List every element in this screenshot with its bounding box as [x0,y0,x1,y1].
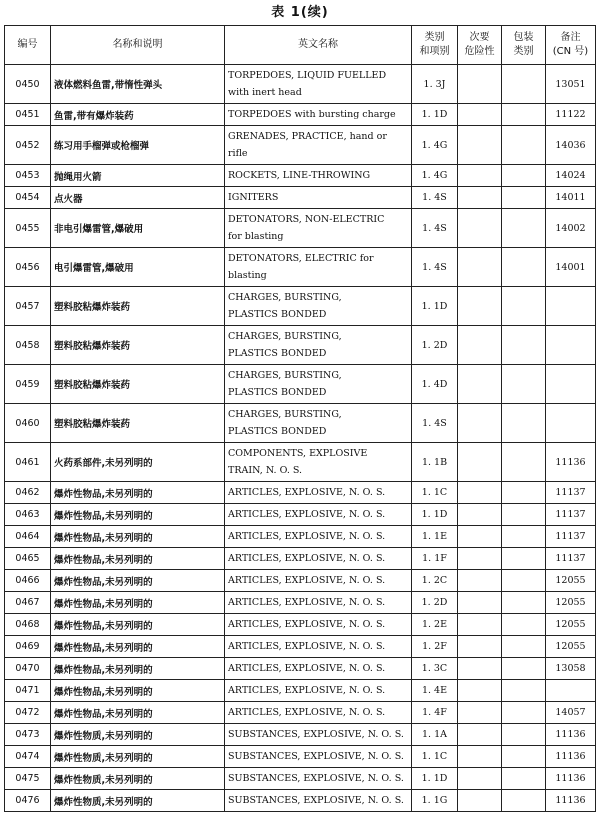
cell-subsidiary-risk [458,248,502,287]
cell-name-en-line: ARTICLES, EXPLOSIVE, N. O. S. [228,641,386,652]
cell-remark: 14011 [546,187,596,209]
cell-name-en-line: GRENADES, PRACTICE, hand or [228,131,387,142]
cell-subsidiary-risk [458,768,502,790]
cell-subsidiary-risk [458,187,502,209]
cell-un-number: 0471 [5,680,51,702]
cell-name-cn: 爆炸性物质,未另列明的 [51,724,225,746]
table-row [5,504,596,526]
cell-name-en-line: with inert head [228,87,302,98]
cell-name-cn: 爆炸性物品,未另列明的 [51,548,225,570]
cell-un-number: 0460 [5,404,51,443]
cell-remark: 12055 [546,592,596,614]
cell-name-en [225,65,412,104]
cell-name-en [225,636,412,658]
cell-name-en-line: DETONATORS, NON-ELECTRIC [228,214,385,225]
cell-name-cn: 爆炸性物质,未另列明的 [51,746,225,768]
cell-un-number: 0476 [5,790,51,812]
table-row [5,592,596,614]
cell-name-en-line: rifle [228,148,248,159]
cell-name-en-line: SUBSTANCES, EXPLOSIVE, N. O. S. [228,773,404,784]
cell-class: 1. 4G [412,165,458,187]
cell-packing-group [502,504,546,526]
cell-class: 1. 4S [412,209,458,248]
cell-remark: 14057 [546,702,596,724]
cell-name-en [225,287,412,326]
cell-remark: 11136 [546,724,596,746]
cell-packing-group [502,636,546,658]
cell-name-en-line: ARTICLES, EXPLOSIVE, N. O. S. [228,531,386,542]
cell-un-number: 0459 [5,365,51,404]
table-row [5,636,596,658]
cell-name-cn: 塑料胶粘爆炸装药 [51,365,225,404]
cell-class: 1. 1C [412,746,458,768]
cell-un-number: 0455 [5,209,51,248]
cell-name-cn: 爆炸性物品,未另列明的 [51,504,225,526]
cell-name-en [225,404,412,443]
table-row [5,570,596,592]
cell-name-en-line: SUBSTANCES, EXPLOSIVE, N. O. S. [228,729,404,740]
cell-class: 1. 1D [412,504,458,526]
cell-un-number: 0472 [5,702,51,724]
table-row [5,443,596,482]
cell-name-cn: 塑料胶粘爆炸装药 [51,287,225,326]
cell-remark [546,404,596,443]
cell-packing-group [502,548,546,570]
cell-class: 1. 4F [412,702,458,724]
cell-name-en-line: blasting [228,270,267,281]
cell-name-en [225,658,412,680]
table-row [5,680,596,702]
header-remark [546,26,596,65]
cell-name-en [225,680,412,702]
table-row [5,326,596,365]
table-row [5,248,596,287]
cell-class: 1. 4S [412,404,458,443]
cell-un-number: 0463 [5,504,51,526]
table-row [5,746,596,768]
table-row [5,702,596,724]
cell-subsidiary-risk [458,680,502,702]
cell-name-en [225,548,412,570]
cell-name-cn: 电引爆雷管,爆破用 [51,248,225,287]
cell-packing-group [502,326,546,365]
cell-name-cn: 火药系部件,未另列明的 [51,443,225,482]
cell-packing-group [502,187,546,209]
cell-subsidiary-risk [458,790,502,812]
table-row [5,404,596,443]
cell-un-number: 0457 [5,287,51,326]
cell-class: 1. 3C [412,658,458,680]
table-row [5,548,596,570]
cell-name-en [225,790,412,812]
table-row [5,104,596,126]
cell-name-cn: 塑料胶粘爆炸装药 [51,404,225,443]
cell-name-en-line: ARTICLES, EXPLOSIVE, N. O. S. [228,487,386,498]
cell-subsidiary-risk [458,504,502,526]
table-row [5,790,596,812]
cell-packing-group [502,104,546,126]
cell-name-cn: 点火器 [51,187,225,209]
cell-name-cn: 爆炸性物品,未另列明的 [51,482,225,504]
cell-name-en [225,724,412,746]
cell-class: 1. 4S [412,248,458,287]
cell-remark: 11136 [546,768,596,790]
cell-packing-group [502,592,546,614]
cell-remark: 11137 [546,548,596,570]
cell-un-number: 0474 [5,746,51,768]
cell-name-en [225,443,412,482]
cell-name-cn: 塑料胶粘爆炸装药 [51,326,225,365]
cell-class: 1. 4S [412,187,458,209]
cell-class: 1. 2D [412,592,458,614]
cell-class: 1. 4E [412,680,458,702]
cell-name-en [225,126,412,165]
cell-name-en [225,326,412,365]
cell-name-en-line: SUBSTANCES, EXPLOSIVE, N. O. S. [228,751,404,762]
cell-un-number: 0458 [5,326,51,365]
cell-packing-group [502,165,546,187]
cell-remark: 14024 [546,165,596,187]
cell-un-number: 0464 [5,526,51,548]
cell-name-en [225,187,412,209]
cell-packing-group [502,365,546,404]
cell-name-cn: 鱼雷,带有爆炸装药 [51,104,225,126]
cell-name-en-line: TRAIN, N. O. S. [228,465,303,476]
cell-name-en-line: CHARGES, BURSTING, [228,370,342,381]
cell-class: 1. 1D [412,768,458,790]
table-row [5,658,596,680]
cell-name-en [225,365,412,404]
table-row [5,365,596,404]
cell-class: 1. 1E [412,526,458,548]
cell-un-number: 0468 [5,614,51,636]
cell-subsidiary-risk [458,209,502,248]
cell-remark: 13058 [546,658,596,680]
cell-name-en-line: ARTICLES, EXPLOSIVE, N. O. S. [228,619,386,630]
cell-remark [546,326,596,365]
cell-packing-group [502,768,546,790]
table-caption: 表 1(续) [271,5,329,20]
cell-un-number: 0456 [5,248,51,287]
table-row [5,768,596,790]
cell-name-en-line: COMPONENTS, EXPLOSIVE [228,448,368,459]
cell-class: 1. 2D [412,326,458,365]
cell-name-en [225,526,412,548]
cell-subsidiary-risk [458,570,502,592]
cell-class: 1. 4G [412,126,458,165]
cell-packing-group [502,248,546,287]
cell-un-number: 0451 [5,104,51,126]
header-class [412,26,458,65]
cell-class: 1. 1A [412,724,458,746]
cell-name-en-line: TORPEDOES, LIQUID FUELLED [228,70,387,81]
cell-name-en-line: CHARGES, BURSTING, [228,409,342,420]
cell-name-en-line: IGNITERS [228,192,279,203]
cell-name-en-line: ARTICLES, EXPLOSIVE, N. O. S. [228,685,386,696]
cell-class: 1. 3J [412,65,458,104]
cell-remark: 14036 [546,126,596,165]
cell-subsidiary-risk [458,702,502,724]
cell-un-number: 0473 [5,724,51,746]
cell-packing-group [502,746,546,768]
cell-packing-group [502,209,546,248]
table-body [5,65,596,812]
cell-subsidiary-risk [458,126,502,165]
table-row [5,187,596,209]
cell-name-en-line: PLASTICS BONDED [228,426,327,437]
table-header-row [5,26,596,65]
cell-un-number: 0454 [5,187,51,209]
cell-name-en-line: ARTICLES, EXPLOSIVE, N. O. S. [228,707,386,718]
header-remark-line2: (CN 号) [552,46,589,57]
cell-un-number: 0465 [5,548,51,570]
cell-class: 1. 1F [412,548,458,570]
cell-subsidiary-risk [458,365,502,404]
header-sub-line2: 危险性 [464,46,495,57]
cell-packing-group [502,702,546,724]
cell-subsidiary-risk [458,614,502,636]
cell-remark: 12055 [546,636,596,658]
cell-name-en-line: PLASTICS BONDED [228,387,327,398]
cell-name-en [225,614,412,636]
cell-name-en-line: SUBSTANCES, EXPLOSIVE, N. O. S. [228,795,404,806]
cell-remark: 11137 [546,504,596,526]
cell-subsidiary-risk [458,326,502,365]
cell-name-en-line: ARTICLES, EXPLOSIVE, N. O. S. [228,663,386,674]
cell-subsidiary-risk [458,724,502,746]
cell-subsidiary-risk [458,443,502,482]
cell-remark: 14002 [546,209,596,248]
table-row [5,65,596,104]
cell-subsidiary-risk [458,482,502,504]
cell-un-number: 0450 [5,65,51,104]
table-row [5,526,596,548]
cell-class: 1. 2C [412,570,458,592]
cell-class: 1. 1D [412,104,458,126]
header-class-line2: 和项别 [419,46,450,57]
cell-un-number: 0475 [5,768,51,790]
cell-class: 1. 2E [412,614,458,636]
cell-subsidiary-risk [458,104,502,126]
cell-packing-group [502,404,546,443]
cell-packing-group [502,526,546,548]
cell-packing-group [502,65,546,104]
header-subsidiary-risk [458,26,502,65]
cell-remark: 12055 [546,614,596,636]
cell-subsidiary-risk [458,592,502,614]
cell-subsidiary-risk [458,65,502,104]
cell-name-cn: 爆炸性物品,未另列明的 [51,658,225,680]
cell-packing-group [502,570,546,592]
cell-remark [546,365,596,404]
table-row [5,165,596,187]
cell-name-en [225,702,412,724]
cell-packing-group [502,443,546,482]
header-packing-group [502,26,546,65]
cell-remark: 11136 [546,746,596,768]
header-sub-line1: 次要 [469,32,490,43]
cell-un-number: 0466 [5,570,51,592]
cell-name-en [225,768,412,790]
cell-remark: 11136 [546,443,596,482]
cell-name-en [225,570,412,592]
cell-name-en-line: DETONATORS, ELECTRIC for [228,253,374,264]
cell-name-cn: 爆炸性物品,未另列明的 [51,636,225,658]
cell-remark: 14001 [546,248,596,287]
cell-packing-group [502,614,546,636]
cell-name-cn: 爆炸性物品,未另列明的 [51,702,225,724]
cell-remark [546,680,596,702]
cell-class: 1. 1B [412,443,458,482]
cell-remark: 11137 [546,526,596,548]
cell-name-en [225,482,412,504]
dangerous-goods-table [4,25,596,812]
cell-name-cn: 爆炸性物品,未另列明的 [51,526,225,548]
header-pack-line2: 类别 [513,46,534,57]
cell-packing-group [502,126,546,165]
cell-un-number: 0462 [5,482,51,504]
header-name-cn: 名称和说明 [51,26,225,65]
cell-class: 1. 2F [412,636,458,658]
cell-name-en-line: ARTICLES, EXPLOSIVE, N. O. S. [228,575,386,586]
cell-un-number: 0461 [5,443,51,482]
cell-class: 1. 1D [412,287,458,326]
cell-name-cn: 液体燃料鱼雷,带惰性弹头 [51,65,225,104]
header-id: 编号 [5,26,51,65]
cell-packing-group [502,790,546,812]
header-pack-line1: 包装 [513,32,534,43]
cell-name-cn: 非电引爆雷管,爆破用 [51,209,225,248]
cell-remark: 13051 [546,65,596,104]
cell-remark [546,287,596,326]
cell-name-cn: 爆炸性物品,未另列明的 [51,680,225,702]
cell-name-en-line: ROCKETS, LINE-THROWING [228,170,371,181]
cell-name-en-line: ARTICLES, EXPLOSIVE, N. O. S. [228,509,386,520]
cell-remark: 11122 [546,104,596,126]
cell-name-en-line: CHARGES, BURSTING, [228,292,342,303]
cell-name-en [225,746,412,768]
cell-name-en [225,248,412,287]
table-row [5,126,596,165]
cell-subsidiary-risk [458,404,502,443]
table-row [5,482,596,504]
table-row [5,287,596,326]
cell-name-cn: 抛绳用火箭 [51,165,225,187]
cell-remark: 11137 [546,482,596,504]
header-remark-line1: 备注 [560,32,581,43]
cell-name-en-line: ARTICLES, EXPLOSIVE, N. O. S. [228,597,386,608]
cell-name-en-line: PLASTICS BONDED [228,348,327,359]
cell-name-cn: 爆炸性物质,未另列明的 [51,790,225,812]
cell-name-en [225,104,412,126]
cell-name-en [225,592,412,614]
cell-name-en-line: TORPEDOES with bursting charge [228,109,396,120]
cell-class: 1. 4D [412,365,458,404]
cell-un-number: 0470 [5,658,51,680]
cell-name-en-line: CHARGES, BURSTING, [228,331,342,342]
cell-un-number: 0453 [5,165,51,187]
cell-class: 1. 1G [412,790,458,812]
cell-subsidiary-risk [458,746,502,768]
table-row [5,614,596,636]
cell-packing-group [502,724,546,746]
cell-packing-group [502,658,546,680]
cell-remark: 12055 [546,570,596,592]
cell-name-en [225,504,412,526]
cell-name-en-line: ARTICLES, EXPLOSIVE, N. O. S. [228,553,386,564]
cell-name-en [225,209,412,248]
cell-subsidiary-risk [458,526,502,548]
cell-name-en-line: for blasting [228,231,284,242]
cell-name-cn: 爆炸性物品,未另列明的 [51,614,225,636]
cell-un-number: 0469 [5,636,51,658]
cell-subsidiary-risk [458,548,502,570]
cell-name-en [225,165,412,187]
cell-packing-group [502,482,546,504]
cell-packing-group [502,680,546,702]
cell-un-number: 0467 [5,592,51,614]
cell-name-cn: 爆炸性物品,未另列明的 [51,592,225,614]
table-row [5,209,596,248]
cell-remark: 11136 [546,790,596,812]
header-name-en: 英文名称 [225,26,412,65]
cell-name-en-line: PLASTICS BONDED [228,309,327,320]
cell-packing-group [502,287,546,326]
cell-class: 1. 1C [412,482,458,504]
cell-name-cn: 爆炸性物品,未另列明的 [51,570,225,592]
table-row [5,724,596,746]
cell-subsidiary-risk [458,636,502,658]
cell-name-cn: 爆炸性物质,未另列明的 [51,768,225,790]
cell-subsidiary-risk [458,287,502,326]
cell-subsidiary-risk [458,165,502,187]
cell-subsidiary-risk [458,658,502,680]
cell-name-cn: 练习用手榴弹或枪榴弹 [51,126,225,165]
cell-un-number: 0452 [5,126,51,165]
header-class-line1: 类别 [424,32,445,43]
